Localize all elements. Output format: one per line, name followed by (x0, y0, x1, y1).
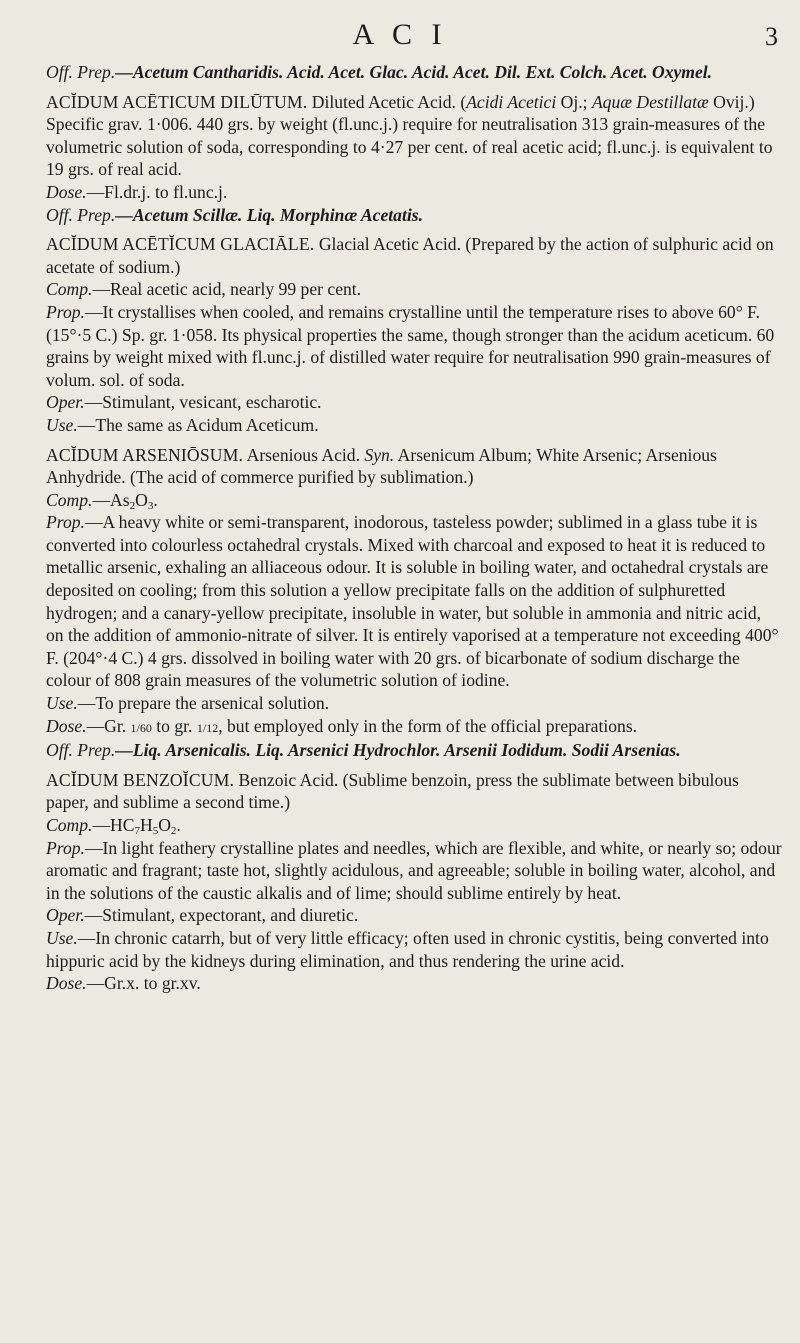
comp-line (46, 814, 782, 837)
entry-heading: ACĬDUM ACĒTĬCUM GLACIĀLE. (46, 234, 315, 255)
entry-text-italic: Aquæ Destillatæ (591, 91, 709, 112)
prop-line (46, 301, 782, 391)
use-text: —The same as Acidum Aceticum. (77, 414, 319, 435)
off-prep-label: Off. Prep. (46, 62, 116, 82)
formula-subscript: 2 (170, 825, 177, 837)
comp-line (46, 278, 782, 301)
formula-subscript: 3 (147, 499, 154, 512)
formula-subscript: 5 (152, 825, 159, 837)
prop-label: Prop. (46, 512, 85, 533)
entry-text: Glacial Acetic Acid. (Prepared by the action of sulphuric acid on acetate of sodium.) (46, 234, 774, 277)
syn-label: Syn. (364, 444, 395, 465)
off-prep-line (46, 739, 782, 762)
running-title: A C I (352, 18, 448, 51)
off-prep-label: Off. Prep. (46, 740, 116, 761)
formula-subscript: 2 (129, 499, 136, 512)
use-label: Use. (46, 693, 78, 714)
oper-text: —Stimulant, vesicant, escharotic. (84, 392, 322, 413)
entry-text: Benzoic Acid. (Sublime benzoin, press the sublimate between bibulous paper, and sublime a second time.) (46, 769, 739, 813)
entry-acidum-aceticum-dilutum (46, 91, 782, 181)
prop-line (46, 511, 782, 692)
comp-label: Comp. (46, 815, 93, 835)
entry-text: Ovij.) Specific grav. 1·006. 440 grs. by weight (fl.unc.j.) require for neutralisation 313 grain-measures of the volumetric solution of soda, corresponding to 4·27 per cent. of real acetic acid; fl.unc.j. is equivalent to 19 grs. of real acid. (46, 91, 773, 180)
prop-label: Prop. (46, 301, 85, 322)
intro-off-prep (46, 61, 782, 84)
use-line (46, 692, 782, 715)
dose-line (46, 715, 782, 740)
entry-text: Oj.; (556, 91, 592, 112)
comp-line (46, 489, 782, 512)
entry-heading: ACĬDUM BENZOĬCUM. (46, 769, 235, 790)
dose-fraction: 1/12 (196, 720, 219, 735)
dose-label: Dose. (46, 181, 87, 202)
entry-acidum-benzoicum (46, 769, 782, 814)
off-prep-line (46, 204, 782, 227)
formula-text: H (139, 815, 153, 835)
entry-text: Diluted Acetic Acid. ( (311, 91, 467, 112)
dose-label: Dose. (46, 973, 87, 994)
entry-acidum-arseniosum (46, 444, 782, 489)
dose-text: , but employed only in the form of the official preparations. (218, 715, 638, 736)
entry-text-italic: Acidi Acetici (466, 91, 557, 112)
prop-text: —In light feathery crystalline plates and needles, which are flexible, and white, or nearly so; odour aromatic and fragrant; taste hot, slightly acidulous, and agreeable; soluble in boiling water, alcohol, and in the solutions of the caustic alkalis and of lime; should sublime entirely by heat. (46, 837, 782, 903)
entry-heading: ACĬDUM ACĒTICUM DILŪTUM. (46, 91, 308, 112)
off-prep-items: —Acetum Scillæ. Liq. Morphinæ Acetatis. (115, 204, 423, 225)
formula-text: —HC (92, 815, 135, 835)
dose-text: —Gr.x. to gr.xv. (86, 973, 201, 994)
prop-line (46, 837, 782, 905)
use-label: Use. (46, 414, 78, 435)
use-label: Use. (46, 927, 78, 948)
entry-text: Arsenicum Album; White Arsenic; Arsenious Anhydride. (The acid of commerce purified by sublimation.) (46, 444, 717, 488)
comp-label: Comp. (46, 279, 93, 300)
dose-text: —Fl.dr.j. to fl.unc.j. (86, 181, 228, 202)
off-prep-label: Off. Prep. (46, 204, 116, 225)
entry-acidum-aceticum-glaciale (46, 233, 782, 278)
oper-line (46, 391, 782, 414)
page-number: 3 (765, 22, 778, 51)
oper-label: Oper. (46, 905, 85, 926)
off-prep-items: —Acetum Cantharidis. Acid. Acet. Glac. Acid. Acet. Dil. Ext. Colch. Acet. Oxymel. (115, 62, 713, 82)
dose-text: to gr. (151, 715, 197, 736)
use-text: —In chronic catarrh, but of very little efficacy; often used in chronic cystitis, being converted into hippuric acid by the kidneys during elimination, and thus rendering the urine acid. (46, 927, 769, 971)
use-line (46, 414, 782, 437)
dose-text: —Gr. (86, 715, 131, 736)
page-content (46, 61, 782, 995)
comp-label: Comp. (46, 489, 93, 510)
entry-heading: ACĬDUM ARSENIŌSUM. (46, 444, 244, 465)
dose-line (46, 972, 782, 995)
oper-line (46, 904, 782, 927)
dose-fraction: 1/60 (130, 720, 152, 735)
prop-text: —A heavy white or semi-transparent, inodorous, tasteless powder; sublimed in a glass tube it is converted into colourless octahedral crystals. Mixed with charcoal and exposed to heat it is reduced to metallic arsenic, exhaling an alliaceous odour. It is soluble in boiling water, and octahedral crystals are deposited on cooling; from this solution a yellow precipitate falls on the addition of sulphuretted hydrogen; and a canary-yellow precipitate, insoluble in water, but soluble in ammonia and nitric acid, on the addition of ammonio-nitrate of silver. It is entirely vaporised at a temperature not exceeding 400° F. (204°·4 C.) 4 grs. dissolved in boiling water with 20 grs. of bicarbonate of sodium discharge the colour of 808 grain measures of the volumetric solution of iodine. (46, 512, 779, 691)
formula-subscript: 7 (134, 825, 140, 837)
running-head (0, 18, 800, 58)
entry-text: Arsenious Acid. (246, 444, 365, 465)
dose-line (46, 181, 782, 204)
use-text: —To prepare the arsenical solution. (77, 693, 330, 714)
use-line (46, 927, 782, 972)
formula-text: . (176, 815, 181, 835)
formula-text: O (158, 815, 171, 835)
comp-text: —Real acetic acid, nearly 99 per cent. (92, 279, 362, 300)
off-prep-items: —Liq. Arsenicalis. Liq. Arsenici Hydrochlor. Arsenii Iodidum. Sodii Arsenias. (115, 740, 681, 761)
formula-text: O (135, 489, 148, 510)
dose-label: Dose. (46, 715, 87, 736)
prop-label: Prop. (46, 837, 85, 858)
oper-label: Oper. (46, 392, 85, 413)
formula-text: —As (92, 489, 130, 510)
prop-text: —It crystallises when cooled, and remains crystalline until the temperature rises to above 60° F. (15°·5 C.) Sp. gr. 1·058. Its physical properties the same, though stronger than the acidum aceticum. 60 grains by weight mixed with fl.unc.j. of distilled water require for neutralisation 990 grain-measures of volum. sol. of soda. (46, 301, 775, 390)
oper-text: —Stimulant, expectorant, and diuretic. (84, 905, 359, 926)
formula-text: . (153, 489, 158, 510)
